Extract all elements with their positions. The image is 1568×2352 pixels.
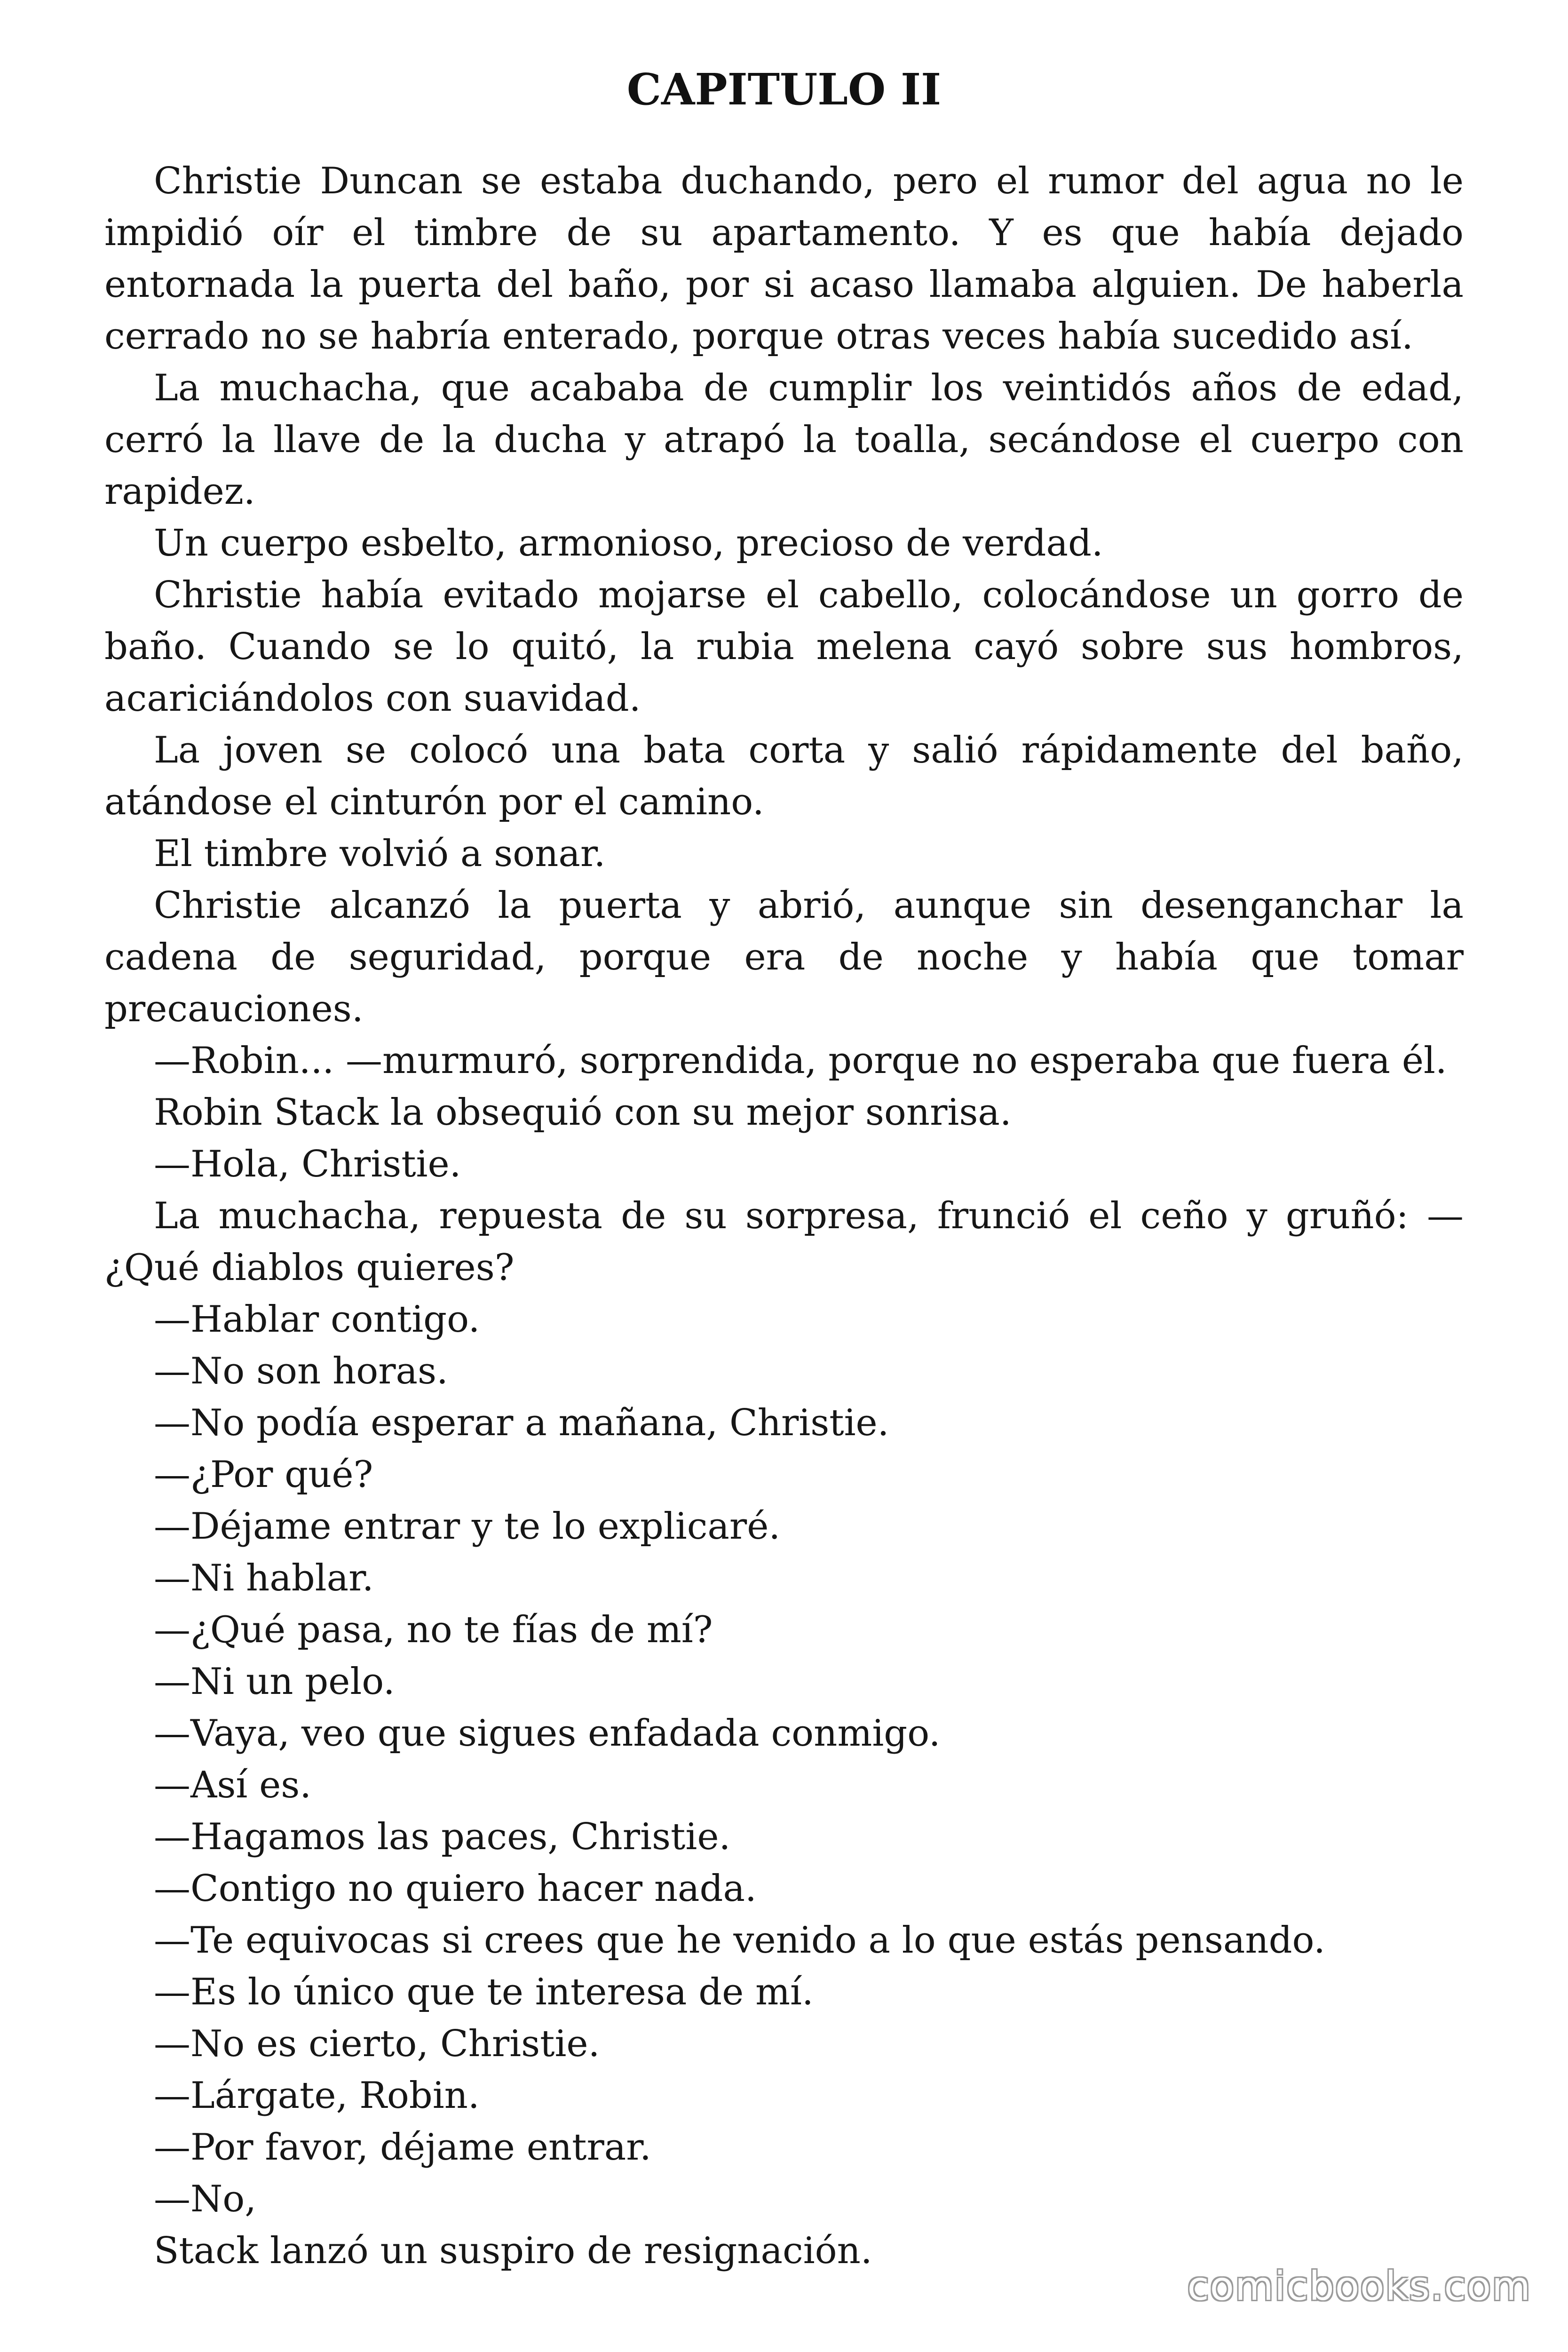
paragraph: —Lárgate, Robin.: [154, 2074, 480, 2117]
paragraph: —Hagamos las paces, Christie.: [154, 1816, 731, 1858]
paragraph: La muchacha, repuesta de su sorpresa, frunció el ceño y gruñó: —¿Qué diablos quieres?: [104, 1195, 1464, 1289]
paragraph: —Te equivocas si crees que he venido a lo que estás pensando.: [154, 1919, 1325, 1962]
paragraph: —Así es.: [154, 1764, 312, 1806]
paragraph: —Hola, Christie.: [154, 1143, 461, 1185]
chapter-title: CAPITULO II: [626, 64, 942, 115]
paragraph: Christie alcanzó la puerta y abrió, aunque sin desenganchar la cadena de seguridad, porque era de noche y había que tomar precauciones.: [104, 884, 1464, 1030]
paragraph: —Hablar contigo.: [154, 1298, 480, 1341]
chapter-body: [104, 155, 1464, 2277]
paragraph: —Por favor, déjame entrar.: [154, 2126, 651, 2169]
paragraph: Un cuerpo esbelto, armonioso, precioso de verdad.: [154, 522, 1103, 564]
paragraph: —No son horas.: [154, 1350, 448, 1392]
paragraph: —Robin... —murmuró, sorprendida, porque no esperaba que fuera él.: [154, 1040, 1447, 1082]
paragraph: El timbre volvió a sonar.: [154, 833, 606, 875]
paragraph: La joven se colocó una bata corta y salió rápidamente del baño, atándose el cinturón por el camino.: [104, 729, 1464, 823]
paragraph: —Déjame entrar y te lo explicaré.: [154, 1505, 781, 1548]
paragraph: —¿Qué pasa, no te fías de mí?: [154, 1609, 713, 1651]
paragraph: —Vaya, veo que sigues enfadada conmigo.: [154, 1712, 941, 1755]
paragraph: —No,: [154, 2178, 257, 2220]
paragraph: Christie había evitado mojarse el cabello, colocándose un gorro de baño. Cuando se lo quitó, la rubia melena cayó sobre sus hombros, acariciándolos con suavidad.: [104, 574, 1464, 720]
paragraph: —No es cierto, Christie.: [154, 2023, 600, 2065]
paragraph: —No podía esperar a mañana, Christie.: [154, 1402, 889, 1444]
watermark: comicbooks.com: [1187, 2263, 1531, 2309]
paragraph: —¿Por qué?: [154, 1454, 373, 1496]
paragraph: Christie Duncan se estaba duchando, pero el rumor del agua no le impidió oír el timbre de su apartamento. Y es que había dejado entornada la puerta del baño, por si acaso llamaba alguien. De haberla cerrado no se habría enterado, porque otras veces había sucedido así.: [104, 160, 1464, 358]
paragraph: —Ni un pelo.: [154, 1661, 395, 1703]
paragraph: Robin Stack la obsequió con su mejor sonrisa.: [154, 1091, 1012, 1134]
paragraph: —Es lo único que te interesa de mí.: [154, 1971, 814, 2013]
paragraph: La muchacha, que acababa de cumplir los veintidós años de edad, cerró la llave de la ducha y atrapó la toalla, secándose el cuerpo con rapidez.: [104, 367, 1464, 513]
paragraph: —Ni hablar.: [154, 1557, 374, 1599]
paragraph: —Contigo no quiero hacer nada.: [154, 1867, 757, 1910]
paragraph: Stack lanzó un suspiro de resignación.: [154, 2230, 872, 2272]
